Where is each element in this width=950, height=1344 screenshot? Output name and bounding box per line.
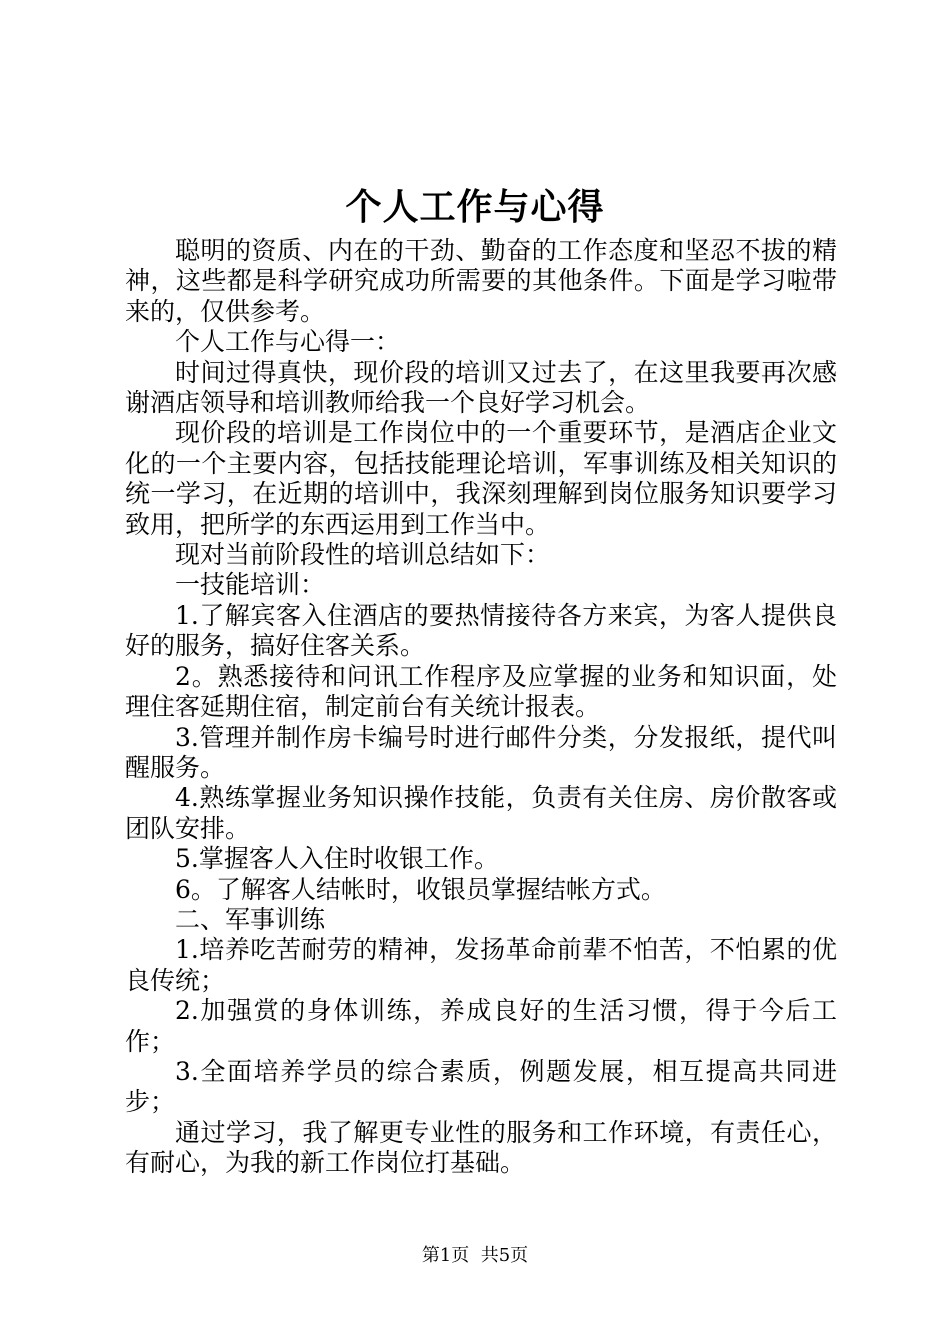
paragraph: 1.了解宾客入住酒店的要热情接待各方来宾，为客人提供良好的服务，搞好住客关系。 bbox=[125, 600, 837, 661]
paragraph: 3.管理并制作房卡编号时进行邮件分类，分发报纸，提代叫醒服务。 bbox=[125, 722, 837, 782]
footer-spacer bbox=[469, 1245, 480, 1266]
paragraph: 个人工作与心得一： bbox=[175, 327, 401, 357]
paragraph: 1.培养吃苦耐劳的精神，发扬革命前辈不怕苦，不怕累的优良传统； bbox=[125, 935, 837, 995]
paragraph: 聪明的资质、内在的干劲、勤奋的工作态度和坚忍不拔的精神，这些都是科学研究成功所需要的其他条件。下面是学习啦带来的，仅供参考。 bbox=[125, 236, 837, 326]
paragraph: 5.掌握客人入住时收银工作。 bbox=[175, 844, 499, 874]
paragraph: 时间过得真快，现价段的培训又过去了，在这里我要再次感谢酒店领导和培训教师给我一个良好学习机会。 bbox=[125, 357, 837, 418]
paragraph: 通过学习，我了解更专业性的服务和工作环境，有责任心，有耐心，为我的新工作岗位打基础。 bbox=[125, 1117, 837, 1178]
page-footer bbox=[0, 1244, 950, 1268]
document-title: 个人工作与心得 bbox=[345, 186, 605, 228]
paragraph: 一技能培训： bbox=[175, 570, 326, 600]
paragraph: 二、军事训练 bbox=[175, 904, 326, 934]
paragraph: 4.熟练掌握业务知识操作技能，负责有关住房、房价散客或团队安排。 bbox=[125, 783, 837, 843]
document-body bbox=[125, 236, 837, 1179]
page-number: 第1页 bbox=[421, 1245, 470, 1266]
page-total: 共5页 bbox=[480, 1245, 529, 1266]
paragraph: 现价段的培训是工作岗位中的一个重要环节，是酒店企业文化的一个主要内容，包括技能理论培训，军事训练及相关知识的统一学习，在近期的培训中，我深刻理解到岗位服务知识要学习致用，把所学的东西运用到工作当中。 bbox=[125, 418, 837, 539]
paragraph: 6。了解客人结帐时，收银员掌握结帐方式。 bbox=[175, 874, 666, 904]
paragraph: 2.加强赏的身体训练，养成良好的生活习惯，得于今后工作； bbox=[125, 996, 837, 1056]
paragraph: 3.全面培养学员的综合素质，例题发展，相互提高共同进步； bbox=[125, 1056, 837, 1117]
paragraph: 现对当前阶段性的培训总结如下： bbox=[175, 540, 551, 570]
paragraph: 2。熟悉接待和问讯工作程序及应掌握的业务和知识面，处理住客延期住宿，制定前台有关统计报表。 bbox=[125, 661, 837, 722]
